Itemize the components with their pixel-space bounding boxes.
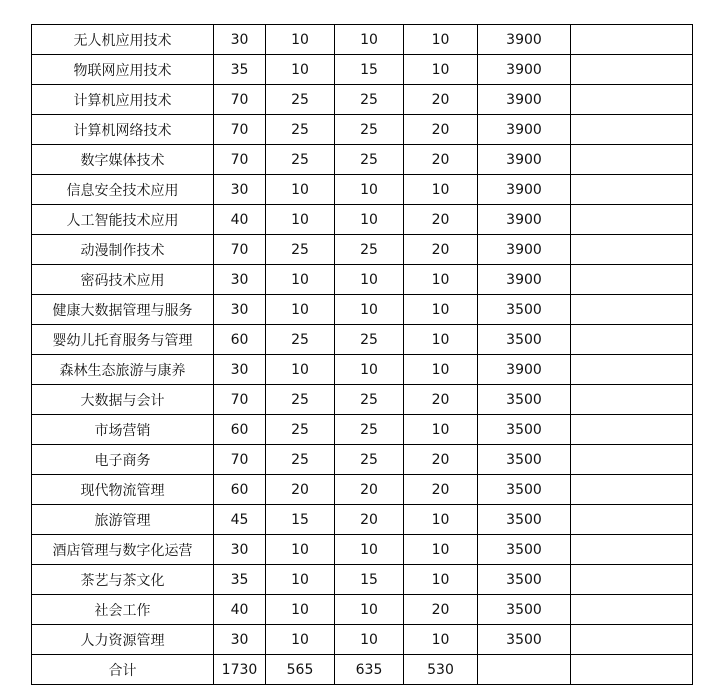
table-body <box>32 25 693 685</box>
major-cell: 密码技术应用 <box>32 265 214 295</box>
note-cell <box>571 55 693 85</box>
count-c-cell: 10 <box>404 565 478 595</box>
count-c-cell: 10 <box>404 355 478 385</box>
count-a-cell: 20 <box>266 475 335 505</box>
fee-cell: 3500 <box>478 535 571 565</box>
major-cell: 动漫制作技术 <box>32 235 214 265</box>
count-a-cell: 10 <box>266 265 335 295</box>
count-c-cell: 10 <box>404 505 478 535</box>
count-c-cell: 10 <box>404 325 478 355</box>
count-c-cell: 10 <box>404 265 478 295</box>
count-b-cell: 15 <box>335 565 404 595</box>
major-cell: 市场营销 <box>32 415 214 445</box>
table-row <box>32 205 693 235</box>
count-b-cell: 20 <box>335 475 404 505</box>
count-a-cell: 25 <box>266 115 335 145</box>
plan-cell: 35 <box>214 55 266 85</box>
major-cell: 森林生态旅游与康养 <box>32 355 214 385</box>
count-b-cell: 25 <box>335 145 404 175</box>
count-b-cell: 10 <box>335 595 404 625</box>
total-b-cell: 635 <box>335 655 404 685</box>
count-a-cell: 25 <box>266 145 335 175</box>
major-cell: 计算机应用技术 <box>32 85 214 115</box>
major-cell: 人力资源管理 <box>32 625 214 655</box>
note-cell <box>571 505 693 535</box>
count-c-cell: 10 <box>404 295 478 325</box>
count-c-cell: 10 <box>404 535 478 565</box>
table-row <box>32 85 693 115</box>
major-cell: 计算机网络技术 <box>32 115 214 145</box>
count-b-cell: 10 <box>335 25 404 55</box>
count-a-cell: 10 <box>266 25 335 55</box>
plan-cell: 70 <box>214 385 266 415</box>
total-c-cell: 530 <box>404 655 478 685</box>
fee-cell: 3500 <box>478 385 571 415</box>
plan-cell: 30 <box>214 535 266 565</box>
note-cell <box>571 565 693 595</box>
count-a-cell: 25 <box>266 445 335 475</box>
plan-cell: 70 <box>214 235 266 265</box>
plan-cell: 60 <box>214 415 266 445</box>
count-a-cell: 15 <box>266 505 335 535</box>
table-row <box>32 325 693 355</box>
major-cell: 旅游管理 <box>32 505 214 535</box>
major-cell: 信息安全技术应用 <box>32 175 214 205</box>
fee-cell: 3900 <box>478 265 571 295</box>
count-b-cell: 15 <box>335 55 404 85</box>
count-c-cell: 10 <box>404 175 478 205</box>
plan-cell: 30 <box>214 25 266 55</box>
fee-cell: 3500 <box>478 505 571 535</box>
count-a-cell: 10 <box>266 565 335 595</box>
plan-cell: 70 <box>214 115 266 145</box>
fee-cell: 3500 <box>478 565 571 595</box>
total-note-cell <box>571 655 693 685</box>
count-c-cell: 20 <box>404 595 478 625</box>
count-a-cell: 10 <box>266 355 335 385</box>
note-cell <box>571 265 693 295</box>
major-cell: 茶艺与茶文化 <box>32 565 214 595</box>
count-b-cell: 25 <box>335 385 404 415</box>
count-a-cell: 10 <box>266 535 335 565</box>
note-cell <box>571 625 693 655</box>
note-cell <box>571 595 693 625</box>
table-row <box>32 25 693 55</box>
major-cell: 社会工作 <box>32 595 214 625</box>
count-c-cell: 10 <box>404 55 478 85</box>
count-c-cell: 20 <box>404 205 478 235</box>
count-b-cell: 10 <box>335 265 404 295</box>
enrollment-table <box>31 24 693 685</box>
fee-cell: 3500 <box>478 325 571 355</box>
count-b-cell: 25 <box>335 85 404 115</box>
major-cell: 电子商务 <box>32 445 214 475</box>
count-a-cell: 10 <box>266 205 335 235</box>
major-cell: 酒店管理与数字化运营 <box>32 535 214 565</box>
count-a-cell: 25 <box>266 325 335 355</box>
count-c-cell: 20 <box>404 235 478 265</box>
count-b-cell: 20 <box>335 505 404 535</box>
note-cell <box>571 415 693 445</box>
plan-cell: 40 <box>214 595 266 625</box>
count-b-cell: 25 <box>335 325 404 355</box>
fee-cell: 3500 <box>478 625 571 655</box>
count-c-cell: 10 <box>404 25 478 55</box>
count-b-cell: 10 <box>335 625 404 655</box>
note-cell <box>571 145 693 175</box>
fee-cell: 3900 <box>478 115 571 145</box>
major-cell: 无人机应用技术 <box>32 25 214 55</box>
plan-cell: 70 <box>214 85 266 115</box>
table-row <box>32 505 693 535</box>
fee-cell: 3500 <box>478 595 571 625</box>
table-row <box>32 295 693 325</box>
table-row <box>32 535 693 565</box>
total-fee-cell <box>478 655 571 685</box>
major-cell: 人工智能技术应用 <box>32 205 214 235</box>
plan-cell: 30 <box>214 175 266 205</box>
major-cell: 数字媒体技术 <box>32 145 214 175</box>
major-cell: 健康大数据管理与服务 <box>32 295 214 325</box>
plan-cell: 70 <box>214 445 266 475</box>
fee-cell: 3500 <box>478 445 571 475</box>
count-a-cell: 25 <box>266 385 335 415</box>
count-c-cell: 20 <box>404 85 478 115</box>
major-cell: 现代物流管理 <box>32 475 214 505</box>
fee-cell: 3900 <box>478 55 571 85</box>
total-label-cell: 合计 <box>32 655 214 685</box>
note-cell <box>571 115 693 145</box>
count-a-cell: 25 <box>266 415 335 445</box>
count-a-cell: 10 <box>266 595 335 625</box>
count-b-cell: 10 <box>335 535 404 565</box>
table-row <box>32 115 693 145</box>
table-row <box>32 415 693 445</box>
table-row <box>32 385 693 415</box>
major-cell: 物联网应用技术 <box>32 55 214 85</box>
count-b-cell: 25 <box>335 115 404 145</box>
count-c-cell: 10 <box>404 625 478 655</box>
plan-cell: 30 <box>214 355 266 385</box>
table-row <box>32 175 693 205</box>
note-cell <box>571 535 693 565</box>
note-cell <box>571 445 693 475</box>
plan-cell: 30 <box>214 295 266 325</box>
count-b-cell: 25 <box>335 415 404 445</box>
plan-cell: 70 <box>214 145 266 175</box>
count-c-cell: 20 <box>404 385 478 415</box>
fee-cell: 3900 <box>478 175 571 205</box>
count-b-cell: 10 <box>335 355 404 385</box>
count-c-cell: 20 <box>404 445 478 475</box>
note-cell <box>571 175 693 205</box>
major-cell: 大数据与会计 <box>32 385 214 415</box>
total-plan-cell: 1730 <box>214 655 266 685</box>
fee-cell: 3500 <box>478 295 571 325</box>
note-cell <box>571 205 693 235</box>
note-cell <box>571 475 693 505</box>
fee-cell: 3500 <box>478 475 571 505</box>
count-c-cell: 20 <box>404 115 478 145</box>
table-row <box>32 595 693 625</box>
note-cell <box>571 235 693 265</box>
count-c-cell: 20 <box>404 145 478 175</box>
table-row <box>32 625 693 655</box>
fee-cell: 3900 <box>478 25 571 55</box>
count-a-cell: 25 <box>266 85 335 115</box>
table-row <box>32 445 693 475</box>
count-a-cell: 25 <box>266 235 335 265</box>
note-cell <box>571 295 693 325</box>
plan-cell: 30 <box>214 265 266 295</box>
count-b-cell: 10 <box>335 295 404 325</box>
count-a-cell: 10 <box>266 55 335 85</box>
fee-cell: 3900 <box>478 205 571 235</box>
fee-cell: 3900 <box>478 235 571 265</box>
total-a-cell: 565 <box>266 655 335 685</box>
table-row <box>32 565 693 595</box>
fee-cell: 3900 <box>478 355 571 385</box>
count-a-cell: 10 <box>266 625 335 655</box>
count-c-cell: 20 <box>404 475 478 505</box>
fee-cell: 3900 <box>478 145 571 175</box>
count-b-cell: 25 <box>335 235 404 265</box>
plan-cell: 30 <box>214 625 266 655</box>
table-row <box>32 55 693 85</box>
table-row <box>32 235 693 265</box>
table-row <box>32 355 693 385</box>
fee-cell: 3500 <box>478 415 571 445</box>
major-cell: 婴幼儿托育服务与管理 <box>32 325 214 355</box>
note-cell <box>571 325 693 355</box>
note-cell <box>571 85 693 115</box>
count-c-cell: 10 <box>404 415 478 445</box>
note-cell <box>571 355 693 385</box>
table-row <box>32 265 693 295</box>
count-b-cell: 10 <box>335 175 404 205</box>
table-row <box>32 145 693 175</box>
table-row <box>32 475 693 505</box>
note-cell <box>571 25 693 55</box>
fee-cell: 3900 <box>478 85 571 115</box>
plan-cell: 60 <box>214 475 266 505</box>
plan-cell: 60 <box>214 325 266 355</box>
count-b-cell: 10 <box>335 205 404 235</box>
total-row <box>32 655 693 685</box>
plan-cell: 45 <box>214 505 266 535</box>
plan-cell: 40 <box>214 205 266 235</box>
plan-cell: 35 <box>214 565 266 595</box>
count-a-cell: 10 <box>266 295 335 325</box>
note-cell <box>571 385 693 415</box>
count-a-cell: 10 <box>266 175 335 205</box>
count-b-cell: 25 <box>335 445 404 475</box>
